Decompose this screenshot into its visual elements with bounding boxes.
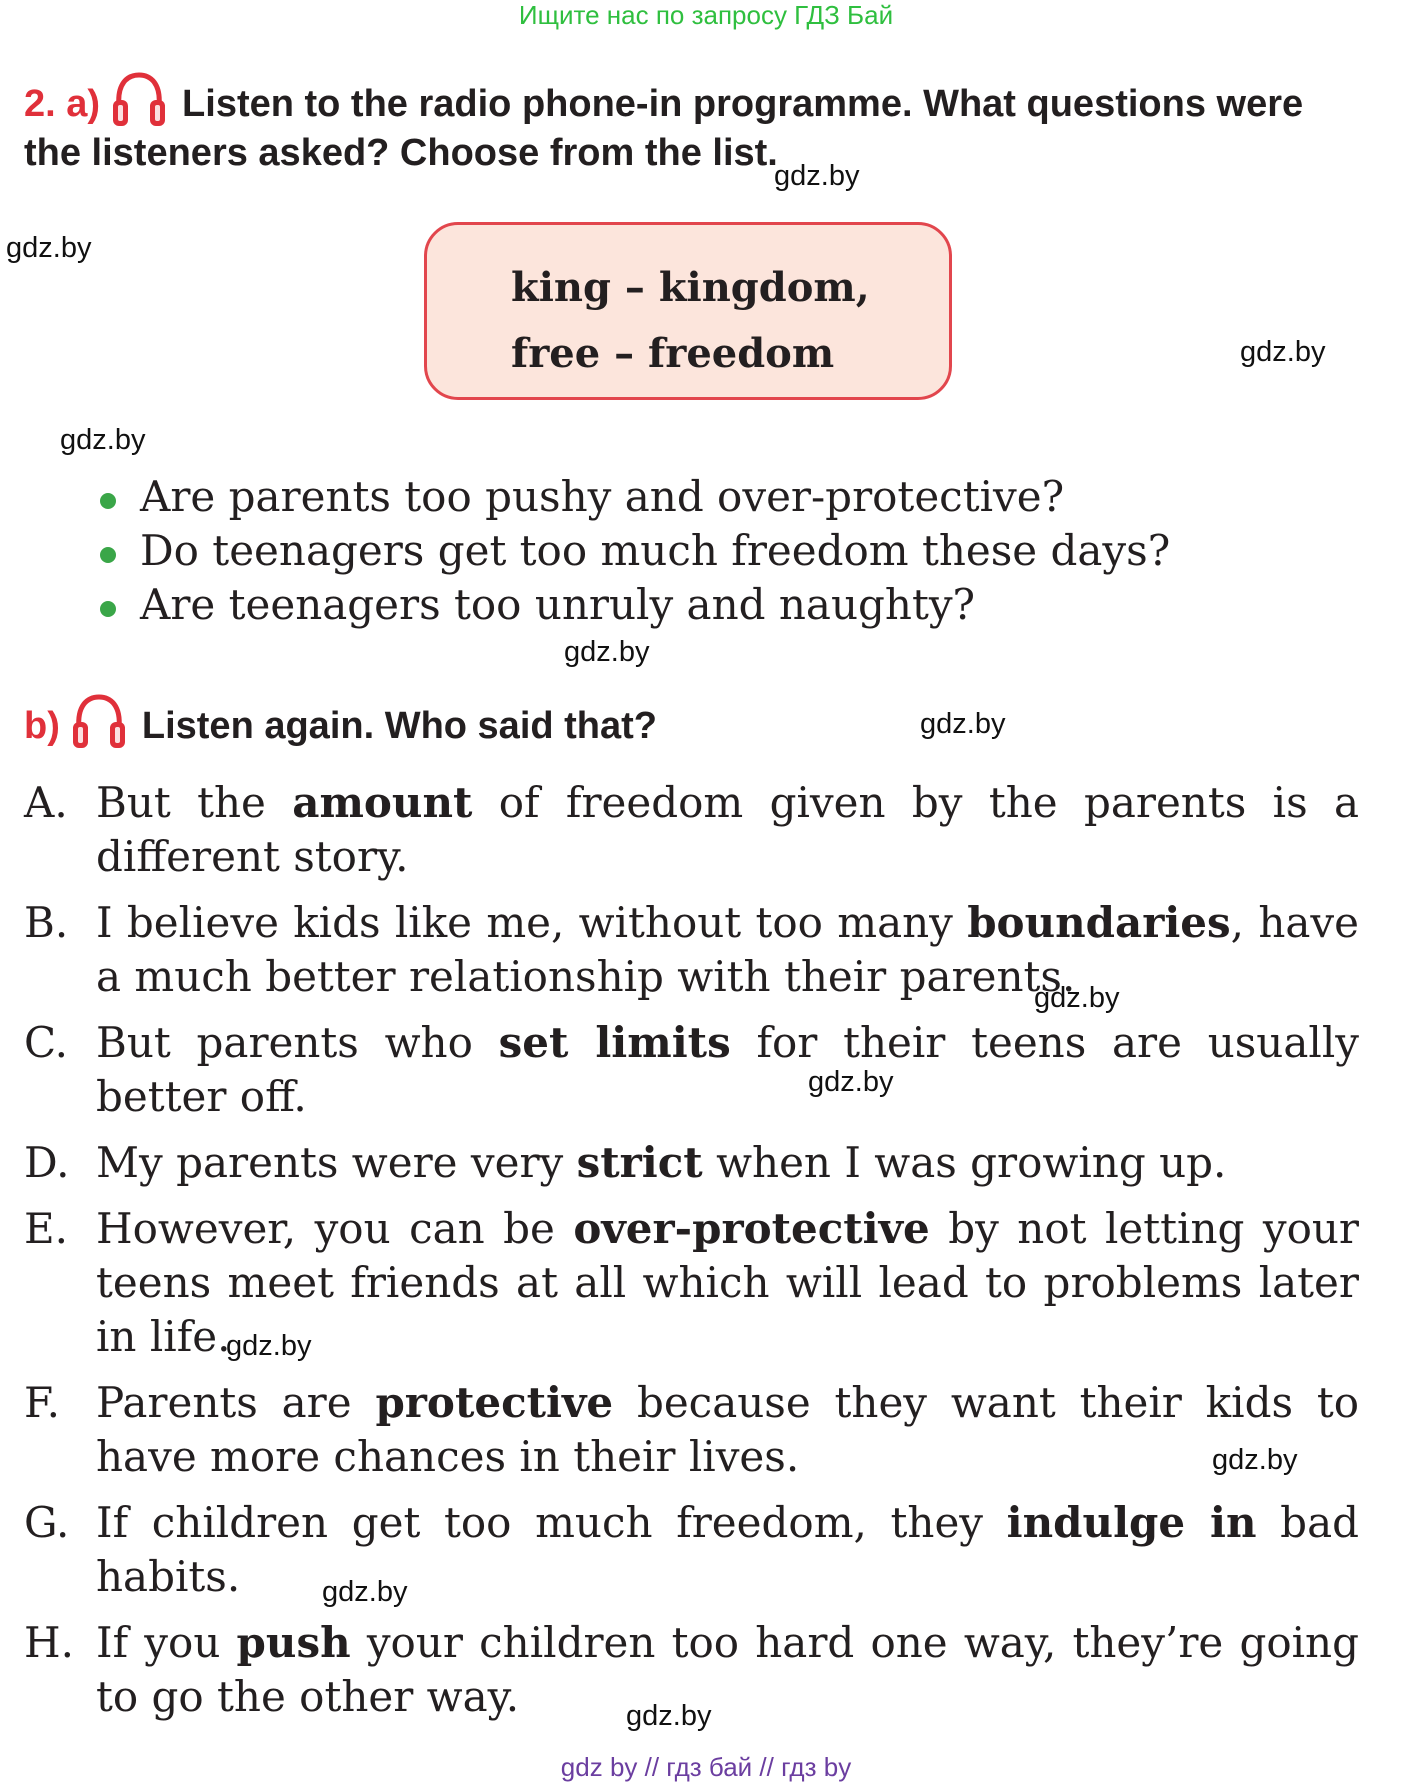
question-item: Are parents too pushy and over-protective? xyxy=(96,470,1296,524)
watermark: gdz.by xyxy=(626,1700,712,1732)
statement-f: F. Parents are protective because they want their kids to have more chances in their lives. xyxy=(24,1378,1359,1481)
watermark: gdz.by xyxy=(1212,1444,1298,1476)
task-a-heading xyxy=(24,70,1359,176)
bullet-dot xyxy=(100,547,116,563)
word-box xyxy=(424,222,952,400)
statement-g: G. If children get too much freedom, they indulge in bad habits. xyxy=(24,1498,1359,1601)
statement-h: H. If you push your children too hard one way, they’re going to go the other way. xyxy=(24,1618,1359,1721)
bullet-dot xyxy=(100,493,116,509)
statement-c: C. But parents who set limits for their teens are usually better off. xyxy=(24,1018,1359,1121)
watermark: gdz.by xyxy=(226,1330,312,1362)
watermark: gdz.by xyxy=(1034,982,1120,1014)
bullet-dot xyxy=(100,601,116,617)
statement-b: B. I believe kids like me, without too many boundaries, have a much better relationship with their parents. xyxy=(24,898,1359,1001)
word-box-line-2: free – freedom xyxy=(511,330,835,377)
watermark: gdz.by xyxy=(564,636,650,668)
watermark: gdz.by xyxy=(6,232,92,264)
statement-e: E. However, you can be over-protective by not letting your teens meet friends at all which will lead to problems later in life. xyxy=(24,1204,1359,1361)
question-item: Are teenagers too unruly and naughty? xyxy=(96,578,1296,632)
word-box-line-1: king – kingdom, xyxy=(511,264,870,311)
headphones-icon xyxy=(70,692,128,752)
watermark: gdz.by xyxy=(808,1066,894,1098)
question-item: Do teenagers get too much freedom these days? xyxy=(96,524,1296,578)
statement-d: D. My parents were very strict when I was growing up. xyxy=(24,1138,1227,1187)
watermark: gdz.by xyxy=(322,1576,408,1608)
task-b-heading xyxy=(24,692,1359,752)
top-banner: Ищите нас по запросу ГДЗ Бай xyxy=(518,0,894,30)
watermark: gdz.by xyxy=(60,424,146,456)
task-number: 2. a) xyxy=(24,83,101,125)
watermark: gdz.by xyxy=(1240,336,1326,368)
question-list xyxy=(96,470,1296,632)
bottom-banner: gdz by // гдз бай // гдз by xyxy=(560,1752,852,1782)
task-a-text: Listen to the radio phone-in programme. What questions were the listeners asked? Choose from the list. xyxy=(24,83,1304,174)
watermark: gdz.by xyxy=(920,708,1006,740)
task-b-text: Listen again. Who said that? xyxy=(141,705,658,747)
task-b-label: b) xyxy=(24,705,60,747)
headphones-icon xyxy=(110,70,168,130)
statement-a: A. But the amount of freedom given by the parents is a different story. xyxy=(24,778,1359,881)
watermark: gdz.by xyxy=(774,160,860,192)
